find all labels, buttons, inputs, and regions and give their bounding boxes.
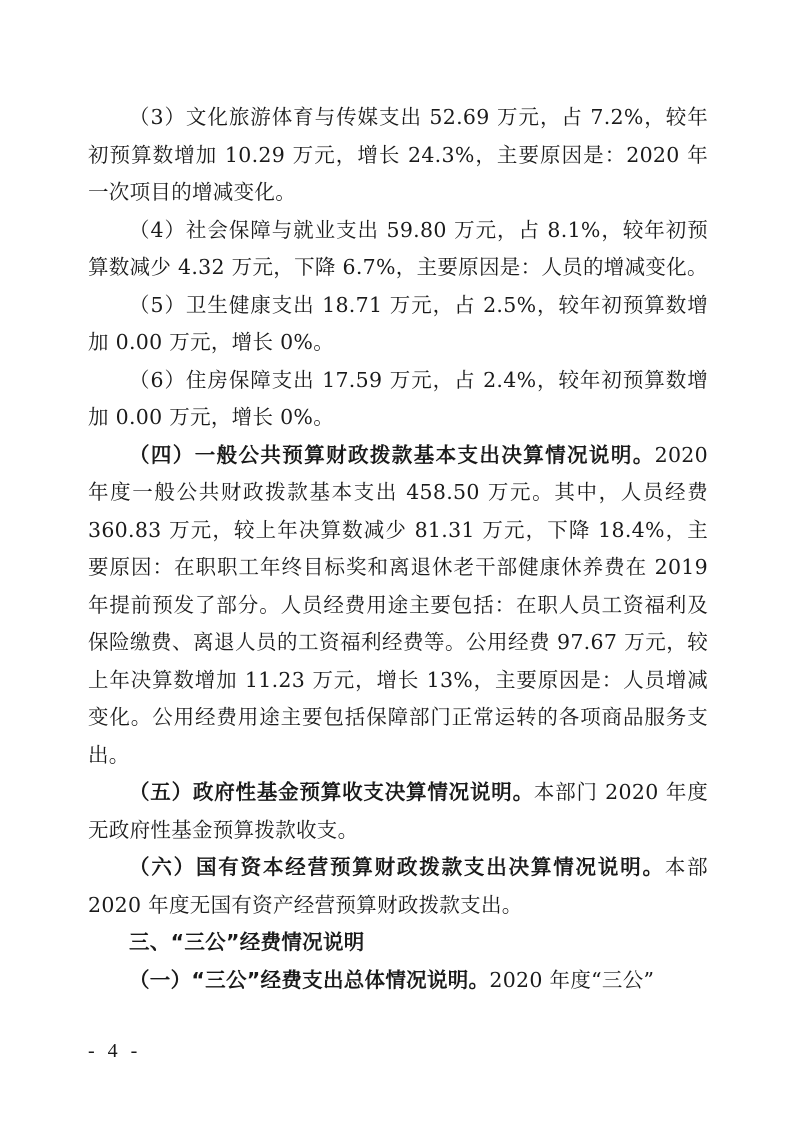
section-lead-basic-expenditure: （四）一般公共预算财政拨款基本支出决算情况说明。 (129, 442, 655, 467)
page-number: - 4 - (88, 1040, 142, 1062)
section-body-basic-expenditure: 2020 年度一般公共财政拨款基本支出 458.50 万元。其中，人员经费 360.83 万元，较上年决算数减少 81.31 万元，下降 18.4%，主要原因：在职职工年终目标奖和离退休老干部健康休养费在 2019 年提前预发了部分。人员经费用途主要包括：在职人员工资福利及保险缴费、离退人员的工资福利经费等。公用经费 97.67 万元，较上年决算数增加 11.23 万元，增长 13%，主要原因是：人员增减变化。公用经费用途主要包括保障部门正常运转的各项商品服务支出。 (88, 442, 708, 767)
section-body-government-fund: 本部门 2020 年度无政府性基金预算拨款收支。 (88, 780, 708, 842)
section-lead-government-fund: （五）政府性基金预算收支决算情况说明。 (129, 780, 534, 804)
section-body-three-public-overview: 2020 年度“三公” (489, 967, 655, 992)
section-lead-state-capital: （六）国有资本经营预算财政拨款支出决算情况说明。 (129, 855, 665, 879)
paragraph-housing-expenditure: （6）住房保障支出 17.59 万元，占 2.4%，较年初预算数增加 0.00 万元，增长 0%。 (88, 367, 708, 429)
document-body (88, 99, 708, 999)
paragraph-three-public-overview (88, 962, 708, 1000)
section-heading-three-public: 三、“三公”经费情况说明 (129, 930, 365, 954)
section-lead-three-public-overview: （一）“三公”经费支出总体情况说明。 (129, 967, 490, 992)
paragraph-culture-tourism-expenditure: （3）文化旅游体育与传媒支出 52.69 万元，占 7.2%，较年初预算数增加 10.29 万元，增长 24.3%，主要原因是：2020 年一次项目的增减变化。 (88, 105, 708, 204)
paragraph-basic-expenditure-section (88, 437, 708, 775)
paragraph-health-expenditure: （5）卫生健康支出 18.71 万元，占 2.5%，较年初预算数增加 0.00 万元，增长 0%。 (88, 292, 708, 354)
paragraph-state-capital-section (88, 849, 708, 924)
paragraph-social-security-expenditure: （4）社会保障与就业支出 59.80 万元，占 8.1%，较年初预算数减少 4.32 万元，下降 6.7%，主要原因是：人员的增减变化。 (88, 217, 708, 279)
paragraph-government-fund-section (88, 774, 708, 849)
section-body-state-capital: 本部 2020 年度无国有资产经营预算财政拨款支出。 (88, 855, 708, 917)
